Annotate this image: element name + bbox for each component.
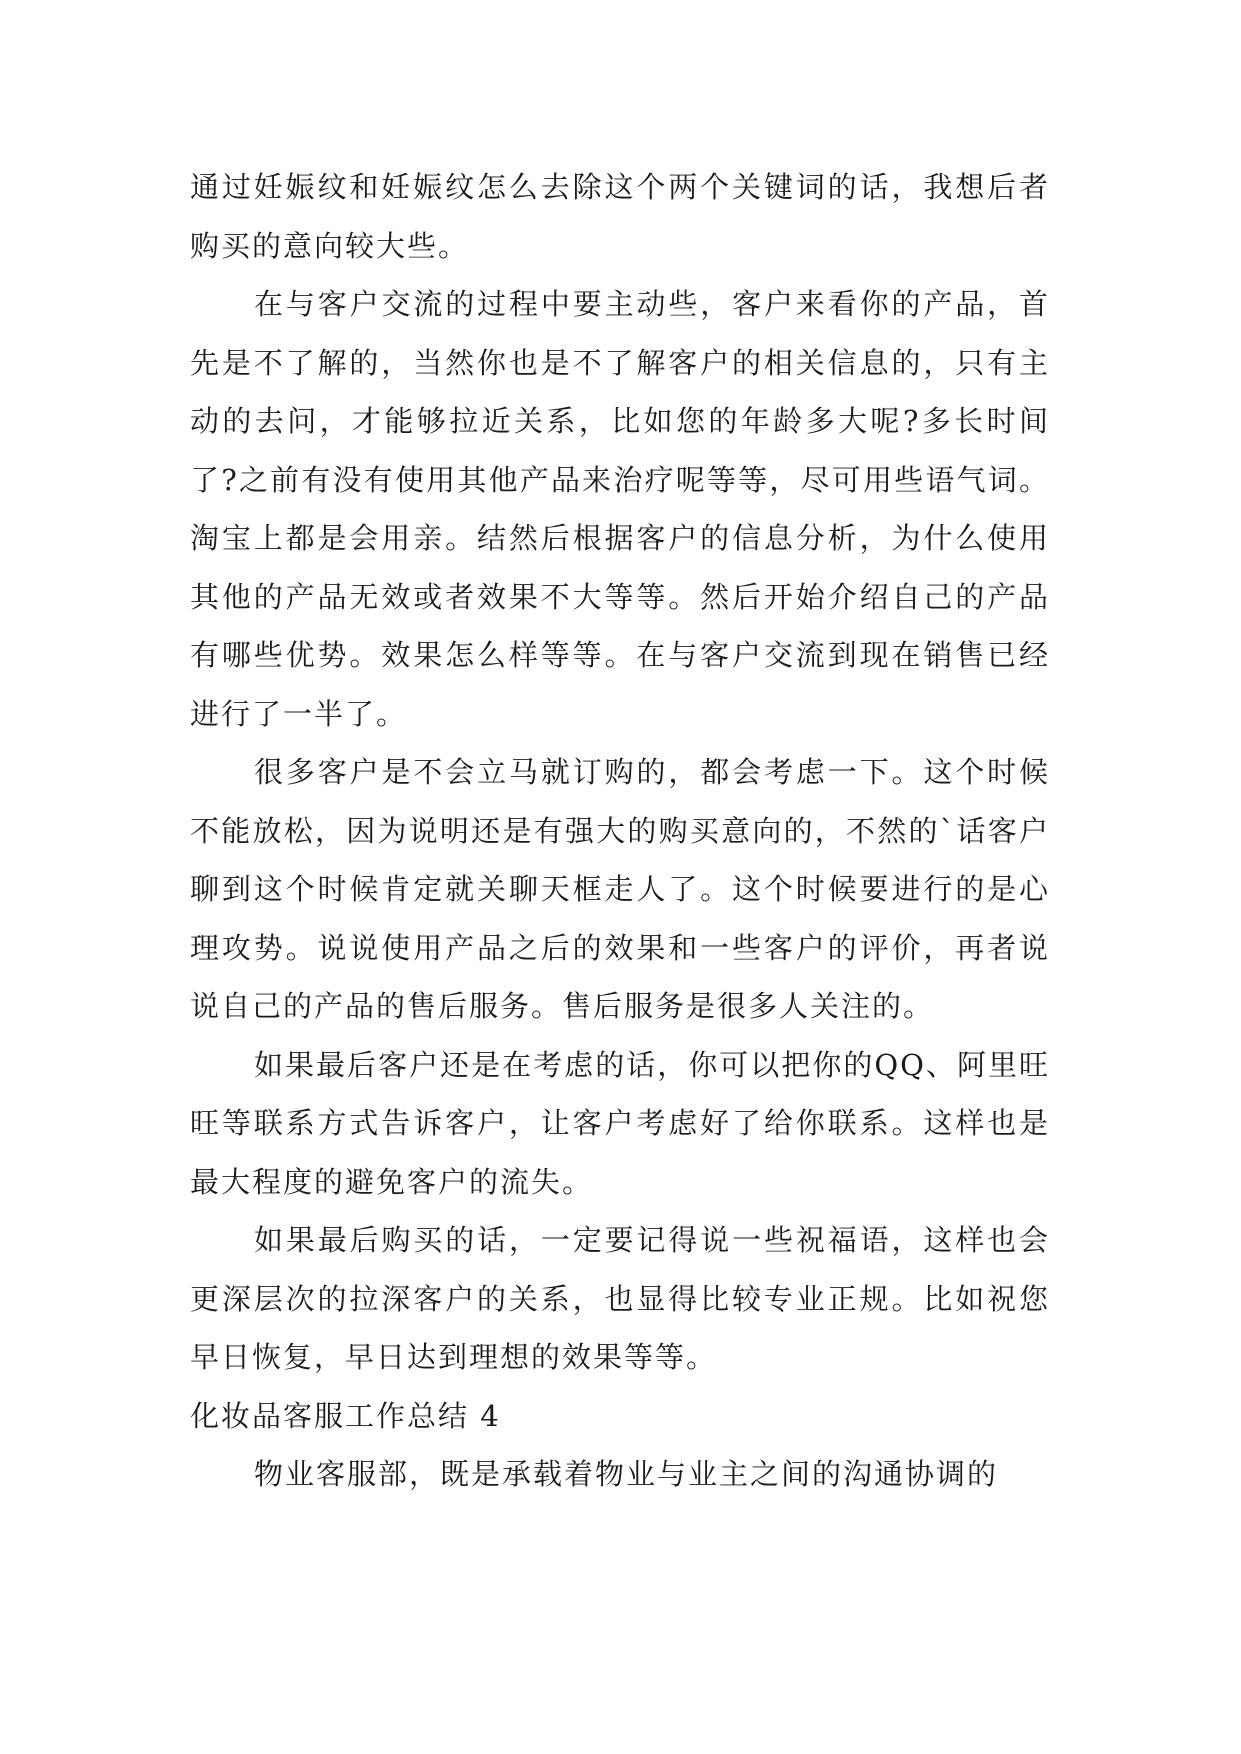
paragraph: 很多客户是不会立马就订购的，都会考虑一下。这个时候不能放松，因为说明还是有强大的购买意向的，不然的`话客户聊到这个时候肯定就关聊天框走人了。这个时候要进行的是心理攻势。说说使用产品之后的效果和一些客户的评价，再者说说自己的产品的售后服务。售后服务是很多人关注的。	[190, 755, 1050, 1023]
paragraph: 如果最后客户还是在考虑的话，你可以把你的QQ、阿里旺旺等联系方式告诉客户，让客户考虑好了给你联系。这样也是最大程度的避免客户的流失。	[190, 1047, 1050, 1199]
paragraph: 物业客服部，既是承载着物业与业主之间的沟通协调的	[254, 1457, 999, 1491]
paragraph: 在与客户交流的过程中要主动些，客户来看你的产品，首先是不了解的，当然你也是不了解客户的相关信息的，只有主动的去问，才能够拉近关系，比如您的年龄多大呢?多长时间了?之前有没有使用其他产品来治疗呢等等，尽可用些语气词。淘宝上都是会用亲。结然后根据客户的信息分析，为什么使用其他的产品无效或者效果不大等等。然后开始介绍自己的产品有哪些优势。效果怎么样等等。在与客户交流到现在销售已经进行了一半了。	[190, 287, 1050, 731]
paragraph: 如果最后购买的话，一定要记得说一些祝福语，这样也会更深层次的拉深客户的关系，也显得比较专业正规。比如祝您早日恢复，早日达到理想的效果等等。	[190, 1223, 1050, 1374]
paragraph-continuation: 通过妊娠纹和妊娠纹怎么去除这个两个关键词的话，我想后者购买的意向较大些。	[190, 170, 1050, 263]
section-title: 化妆品客服工作总结 4	[190, 1398, 501, 1433]
document-body	[190, 158, 1050, 1504]
